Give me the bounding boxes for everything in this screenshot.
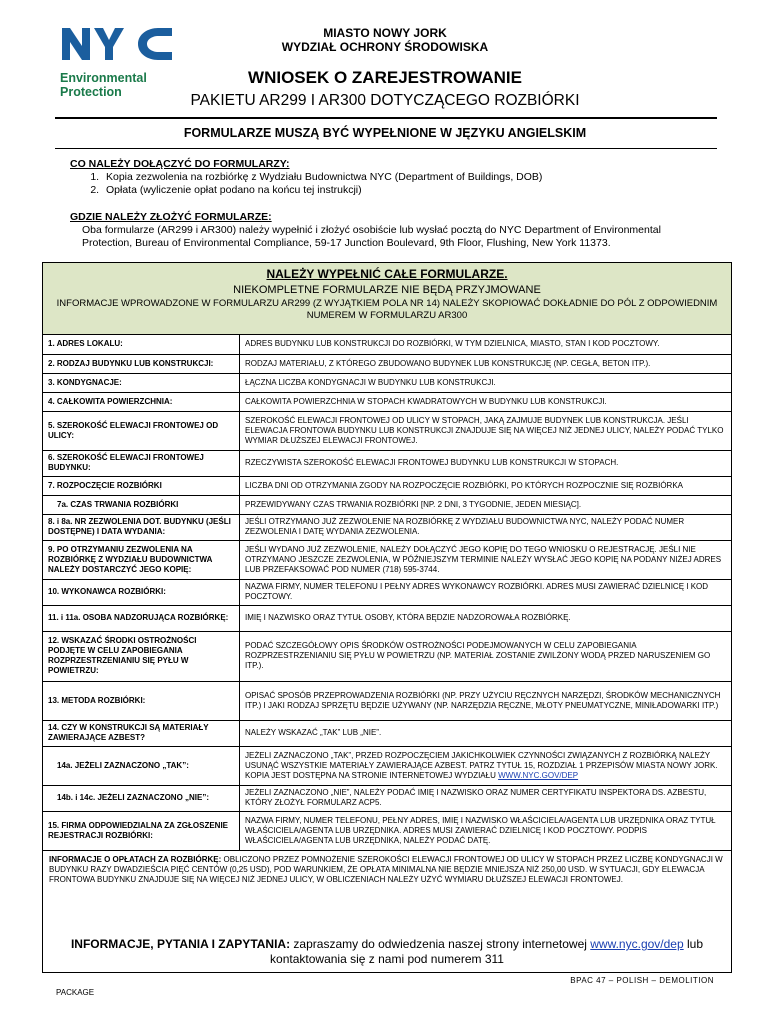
- field-label: 12. WSKAZAĆ ŚRODKI OSTROŻNOŚCI PODJĘTE W CELU ZAPOBIEGANIA ROZPRZESTRZENIANIU SIĘ PYŁU W POWIETRZU:: [43, 631, 240, 681]
- field-description-text: ŁĄCZNA LICZBA KONDYGNACJI W BUDYNKU LUB KONSTRUKCJI.: [245, 377, 496, 387]
- attach-section: [70, 158, 542, 197]
- fee-info: [43, 851, 731, 889]
- instruction-row: [43, 579, 731, 605]
- field-label: 14. CZY W KONSTRUKCJI SĄ MATERIAŁY ZAWIERAJĄCE AZBEST?: [43, 720, 240, 746]
- field-label: 1. ADRES LOKALU:: [43, 335, 240, 354]
- fee-info-title: INFORMACJE O OPŁATACH ZA ROZBIÓRKĘ:: [49, 854, 222, 864]
- field-description-text: PODAĆ SZCZEGÓŁOWY OPIS ŚRODKÓW OSTROŻNOŚCI PODEJMOWANYCH W CELU ZAPOBIEGANIA ROZPRZESTRZENIANIU SIĘ PYŁU W POWIETRZU (NP. MATERIAŁ ZOSTANIE ZWILŻONY WODĄ PRZED NARUSZENIEM GO ITP.).: [245, 641, 711, 670]
- instruction-row: [43, 514, 731, 540]
- field-description-text: SZEROKOŚĆ ELEWACJI FRONTOWEJ OD ULICY W STOPACH, JAKĄ ZAJMUJE BUDYNEK LUB KONSTRUKCJA. JEŚLI ELEWACJA FRONTOWA BUDYNKU LUB KONSTRUKCJI ZNAJDUJE SIĘ NA WIĘCEJ NIŻ JEDNEJ ULICY, NALEŻY PODAĆ TYLKO WYMIAR DŁUŻSZEJ ELEWACJI FRONTOWEJ.: [245, 415, 724, 445]
- instruction-row: [43, 720, 731, 746]
- instruction-row: [43, 495, 731, 514]
- field-label: 3. KONDYGNACJE:: [43, 373, 240, 392]
- field-label: 15. FIRMA ODPOWIEDZIALNA ZA ZGŁOSZENIE REJESTRACJI ROZBIÓRKI:: [43, 811, 240, 850]
- logo-line2: Protection: [60, 85, 122, 99]
- field-description-text: ADRES BUDYNKU LUB KONSTRUKCJI DO ROZBIÓRKI, W TYM DZIELNICA, MIASTO, STAN I KOD POCZTOWY.: [245, 339, 660, 349]
- field-label: 6. SZEROKOŚĆ ELEWACJI FRONTOWEJ BUDYNKU:: [43, 450, 240, 476]
- instruction-row: [43, 605, 731, 631]
- field-description-text: RZECZYWISTA SZEROKOŚĆ ELEWACJI FRONTOWEJ BUDYNKU LUB KONSTRUKCJI W STOPACH.: [245, 458, 619, 467]
- field-description-text: JEŚLI OTRZYMANO JUŻ ZEZWOLENIE NA ROZBIÓRKĘ Z WYDZIAŁU BUDOWNICTWA NYC, NALEŻY PODAĆ NUMER ZEZWOLENIA I DATĘ WYDANIA ZEZWOLENIA.: [245, 517, 685, 536]
- complete-forms-heading: NALEŻY WYPEŁNIĆ CAŁE FORMULARZE.: [266, 267, 508, 281]
- attach-item: 1. Kopia zezwolenia na rozbiórkę z Wydziału Budownictwa NYC (Department of Buildings, DOB): [102, 171, 542, 184]
- field-description: [240, 681, 732, 720]
- submit-line2: Protection, Bureau of Environmental Compliance, 59-17 Junction Boulevard, 9th Floor, Flushing, New York 11373.: [82, 237, 611, 249]
- field-label: 5. SZEROKOŚĆ ELEWACJI FRONTOWEJ OD ULICY:: [43, 411, 240, 450]
- attach-item: 2. Opłata (wyliczenie opłat podano na końcu tej instrukcji): [102, 184, 542, 197]
- field-label: 7. ROZPOCZĘCIE ROZBIÓRKI: [43, 476, 240, 495]
- field-description-text: JEŻELI ZAZNACZONO „NIE”, NALEŻY PODAĆ IMIĘ I NAZWISKO ORAZ NUMER CERTYFIKATU INSPEKTORA DS. AZBESTU, KTÓRY ZŁOŻYŁ FORMULARZ ACP5.: [245, 788, 707, 807]
- field-description: [240, 411, 732, 450]
- fee-info-text: OBLICZONO PRZEZ POMNOŻENIE SZEROKOŚCI ELEWACJI FRONTOWEJ OD ULICY W STOPACH PRZEZ LICZBĘ KONDYGNACJI W BUDYNKU RAZY DWADZIEŚCIA PIĘĆ CENTÓW (0,25 USD), POD WARUNKIEM, ŻE OPŁATA MINIMALNA NIE BĘDZIE MNIEJSZA NIŻ 250,00 USD. W SYTUACJI, GDY ELEWACJA FRONTOWA BUDYNKU ZNAJDUJE SIĘ NA WIĘCEJ NIŻ JEDNEJ ULICY, W OBLICZENIACH NALEŻY UŻYĆ WYMIARU DŁUŻSZEJ ELEWACJI FRONTOWEJ.: [49, 854, 723, 884]
- field-label: 11. i 11a. OSOBA NADZORUJĄCA ROZBIÓRKĘ:: [43, 605, 240, 631]
- field-label: 2. RODZAJ BUDYNKU LUB KONSTRUKCJI:: [43, 354, 240, 373]
- field-description-text: CAŁKOWITA POWIERZCHNIA W STOPACH KWADRATOWYCH W BUDYNKU LUB KONSTRUKCJI.: [245, 396, 607, 406]
- language-note: FORMULARZE MUSZĄ BYĆ WYPEŁNIONE W JĘZYKU ANGIELSKIM: [183, 126, 587, 140]
- contact-info-title: INFORMACJE, PYTANIA I ZAPYTANIA:: [70, 937, 291, 951]
- instruction-row: [43, 392, 731, 411]
- field-label: 10. WYKONAWCA ROZBIÓRKI:: [43, 579, 240, 605]
- field-description: [240, 495, 732, 514]
- field-description-text: NAZWA FIRMY, NUMER TELEFONU, PEŁNY ADRES, IMIĘ I NAZWISKO WŁAŚCICIELA/AGENTA LUB URZĘDNIKA ORAZ TYTUŁ WŁAŚCICIELA/AGENTA LUB URZĘDNIKA. ADRES MUSI ZAWIERAĆ DZIELNICĘ I KOD POCZTOWY. PODPIS WŁAŚCICIELA/AGENTA LUB URZĘDNIKA, NALEŻY PODAĆ DATĘ.: [245, 815, 716, 845]
- field-description-text: RODZAJ MATERIAŁU, Z KTÓREGO ZBUDOWANO BUDYNEK LUB KONSTRUKCJĘ (NP. CEGŁA, BETON ITP.).: [245, 358, 651, 368]
- instruction-row: [43, 811, 731, 850]
- field-label: 9. PO OTRZYMANIU ZEZWOLENIA NA ROZBIÓRKĘ Z WYDZIAŁU BUDOWNICTWA NALEŻY DOSTARCZYĆ JEGO KOPIĘ:: [43, 540, 240, 579]
- field-label: 14a. JEŻELI ZAZNACZONO „TAK”:: [43, 746, 240, 785]
- field-description: [240, 811, 732, 850]
- footer-form-code: BPAC 47 – POLISH – DEMOLITION: [570, 976, 714, 985]
- field-description-text: LICZBA DNI OD OTRZYMANIA ZGODY NA ROZPOCZĘCIE ROZBIÓRKI, PO KTÓRYCH ROZPOCZNIE SIĘ ROZBIÓRKA: [245, 480, 683, 490]
- field-label: 8. i 8a. NR ZEZWOLENIA DOT. BUDYNKU (JEŚLI DOSTĘPNE) I DATA WYDANIA:: [43, 514, 240, 540]
- field-description: [240, 720, 732, 746]
- field-description: [240, 579, 732, 605]
- instruction-row: [43, 631, 731, 681]
- dep-website-link[interactable]: WWW.NYC.GOV/DEP: [498, 770, 579, 780]
- field-description: [240, 605, 732, 631]
- instruction-row: [43, 681, 731, 720]
- dep-website-link[interactable]: www.nyc.gov/dep: [590, 937, 684, 951]
- contact-info: [42, 937, 732, 967]
- field-description: [240, 514, 732, 540]
- instruction-row: [43, 785, 731, 811]
- field-label: 7a. CZAS TRWANIA ROZBIÓRKI: [43, 495, 240, 514]
- instruction-row: [43, 354, 731, 373]
- field-label: 13. METODA ROZBIÓRKI:: [43, 681, 240, 720]
- field-description-text: JEŻELI ZAZNACZONO „TAK”, PRZED ROZPOCZĘCIEM JAKICHKOLWIEK CZYNNOŚCI ZWIĄZANYCH Z ROZBIÓRKĄ NALEŻY USUNĄĆ WSZYSTKIE MATERIAŁY ZAWIERAJĄCE AZBEST. PATRZ TYTUŁ 15, ROZDZIAŁ 1 PRZEPISÓW MIASTA NOWY JORK. KOPIA JEST DOSTĘPNA NA STRONIE INTERNETOWEJ WYDZIAŁU: [245, 750, 718, 780]
- field-description: [240, 746, 732, 785]
- field-description: [240, 354, 732, 373]
- attach-list: [70, 171, 542, 197]
- contact-info-text2: lub kontaktowania się z nami pod numerem 311: [270, 937, 704, 966]
- field-instructions-table: [43, 335, 731, 851]
- field-description-text: OPISAĆ SPOSÓB PRZEPROWADZENIA ROZBIÓRKI (NP. PRZY UŻYCIU RĘCZNYCH NARZĘDZI, ŚRODKÓW MECHANICZNYCH ITP.) I JAKI RODZAJ SPRZĘTU BĘDZIE UŻYWANY (NP. NARZĘDZIA RĘCZNE, MŁOTY PNEUMATYCZNE, MINIŁADOWARKI ITP.): [245, 690, 721, 710]
- attach-title: CO NALEŻY DOŁĄCZYĆ DO FORMULARZY:: [70, 158, 290, 170]
- field-label: 4. CAŁKOWITA POWIERZCHNIA:: [43, 392, 240, 411]
- contact-info-text1: zapraszamy do odwiedzenia naszej strony internetowej: [290, 937, 591, 951]
- submit-line1: Oba formularze (AR299 i AR300) należy wypełnić i złożyć osobiście lub wysłać pocztą do NYC Department of Environmental: [82, 224, 661, 236]
- city-heading: MIASTO NOWY JORK: [323, 26, 447, 40]
- logo-line1: Environmental: [60, 71, 147, 85]
- field-description-text: JEŚLI WYDANO JUŻ ZEZWOLENIE, NALEŻY DOŁĄCZYĆ JEGO KOPIĘ DO TEGO WNIOSKU O REJESTRACJĘ. JEŚLI NIE OTRZYMANO JESZCZE ZEZWOLENIA, W PÓŹNIEJSZYM TERMINIE NALEŻY WYSŁAĆ JEGO KOPIĘ NA PODANY NIŻEJ ADRES LUB PRZEFAKSOWAĆ POD NUMER (718) 595-3744.: [245, 544, 722, 574]
- submit-title: GDZIE NALEŻY ZŁOŻYĆ FORMULARZE:: [70, 211, 272, 223]
- field-description: [240, 392, 732, 411]
- header-divider: [55, 117, 717, 119]
- document-title: WNIOSEK O ZAREJESTROWANIE: [248, 68, 522, 87]
- instruction-row: [43, 335, 731, 354]
- field-description-text: NAZWA FIRMY, NUMER TELEFONU I PEŁNY ADRES WYKONAWCY ROZBIÓRKI. ADRES MUSI ZAWIERAĆ DZIELNICĘ I KOD POCZTOWY.: [245, 582, 709, 601]
- field-description: [240, 540, 732, 579]
- field-description-text: NALEŻY WSKAZAĆ „TAK” LUB „NIE”.: [245, 728, 382, 737]
- instructions-box: [42, 262, 732, 973]
- instruction-row: [43, 411, 731, 450]
- instruction-row: [43, 476, 731, 495]
- submit-section: [70, 211, 661, 250]
- field-description-text: PRZEWIDYWANY CZAS TRWANIA ROZBIÓRKI [NP. 2 DNI, 3 TYGODNIE, JEDEN MIESIĄC].: [245, 499, 582, 509]
- field-description-text: IMIĘ I NAZWISKO ORAZ TYTUŁ OSOBY, KTÓRA BĘDZIE NADZOROWAŁA ROZBIÓRKĘ.: [245, 613, 571, 622]
- incomplete-forms-note: NIEKOMPLETNE FORMULARZE NIE BĘDĄ PRZYJMOWANE: [233, 284, 541, 296]
- field-label: 14b. i 14c. JEŻELI ZAZNACZONO „NIE”:: [43, 785, 240, 811]
- field-description: [240, 335, 732, 354]
- footer-package-label: PACKAGE: [56, 988, 95, 997]
- field-description: [240, 373, 732, 392]
- copy-fields-note: INFORMACJE WPROWADZONE W FORMULARZU AR299 (Z WYJĄTKIEM POLA NR 14) NALEŻY SKOPIOWAĆ DOKŁADNIE DO PÓL Z ODPOWIEDNIM NUMEREM W FORMULARZU AR300: [56, 298, 718, 321]
- field-description: [240, 631, 732, 681]
- instruction-row: [43, 373, 731, 392]
- field-description: [240, 450, 732, 476]
- field-description: [240, 476, 732, 495]
- instruction-row: [43, 540, 731, 579]
- section-divider: [55, 148, 717, 149]
- field-description: [240, 785, 732, 811]
- instruction-row: [43, 746, 731, 785]
- instructions-header: [43, 263, 731, 335]
- document-subtitle: PAKIETU AR299 I AR300 DOTYCZĄCEGO ROZBIÓRKI: [190, 92, 580, 109]
- department-heading: WYDZIAŁ OCHRONY ŚRODOWISKA: [281, 40, 489, 54]
- instruction-row: [43, 450, 731, 476]
